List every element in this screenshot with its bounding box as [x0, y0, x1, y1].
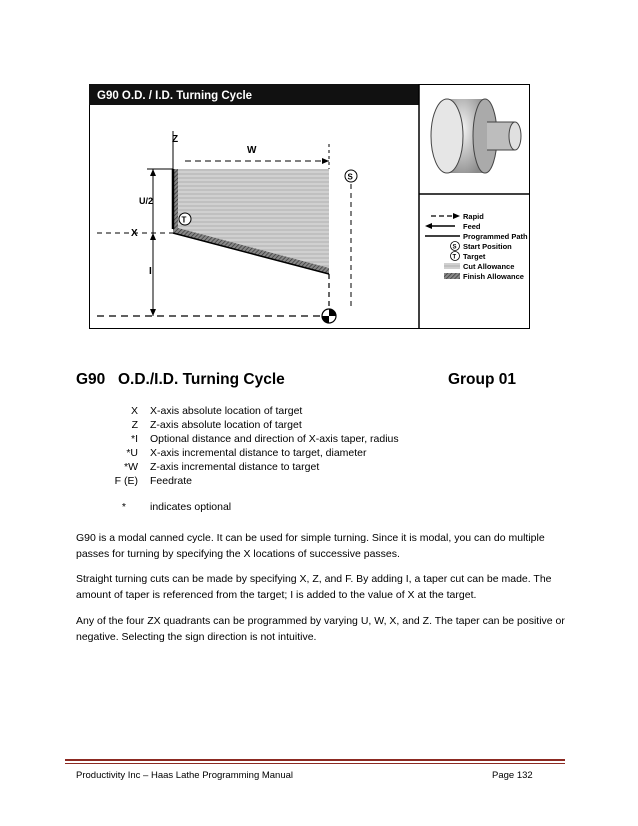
x-label: X	[131, 228, 138, 239]
figure-header-text: G90 O.D. / I.D. Turning Cycle	[97, 90, 253, 102]
paragraph-2: Straight turning cuts can be made by specifying X, Z, and F. By adding I, a taper cut can be made. The amount of taper is referenced from the target; I is added to the value of X at the target.	[76, 573, 552, 601]
param-desc: X-axis incremental distance to target, diameter	[150, 447, 367, 459]
paragraph-1: G90 is a modal canned cycle. It can be used for simple turning. Since it is modal, you can do multiple passes for turning by specifying the X locations of successive passes.	[76, 532, 545, 560]
u2-label: U/2	[139, 196, 154, 206]
page-number: Page 132	[492, 770, 533, 781]
i-label: I	[149, 266, 152, 277]
legend-start-position: Start Position	[463, 242, 512, 251]
heading-title: O.D./I.D. Turning Cycle	[118, 371, 285, 388]
footer-rule	[65, 759, 565, 761]
footer-left: Productivity Inc – Haas Lathe Programming Manual	[76, 770, 294, 781]
legend-start-symbol: S	[452, 244, 457, 251]
param-key: F (E)	[114, 475, 138, 487]
param-desc: indicates optional	[150, 501, 232, 513]
g90-figure	[89, 84, 530, 329]
machine-zero-icon	[322, 309, 336, 323]
legend-programmed-path: Programmed Path	[463, 232, 528, 241]
param-key: *	[121, 501, 126, 513]
param-desc: Feedrate	[150, 475, 193, 487]
legend-target: Target	[463, 252, 486, 261]
param-desc: X-axis absolute location of target	[150, 405, 303, 417]
paragraph-3: Any of the four ZX quadrants can be programmed by varying U, W, X, and Z. The taper can be positive or negative. Selecting the sign direction is not intuitive.	[76, 615, 565, 643]
param-key: X	[130, 405, 138, 417]
param-key: *W	[124, 461, 138, 473]
legend-feed: Feed	[463, 222, 481, 231]
heading-code: G90	[76, 371, 106, 388]
param-key: *I	[130, 433, 138, 445]
param-desc: Z-axis incremental distance to target	[150, 461, 320, 473]
target-marker-letter: T	[181, 215, 187, 225]
param-desc: Optional distance and direction of X-axis taper, radius	[150, 433, 399, 445]
legend-cut-allowance: Cut Allowance	[463, 262, 515, 271]
legend-rapid: Rapid	[463, 212, 484, 221]
param-desc: Z-axis absolute location of target	[150, 419, 302, 431]
z-label: Z	[172, 134, 179, 145]
param-key: *U	[126, 447, 138, 459]
legend-target-symbol: T	[452, 254, 457, 261]
w-label: W	[247, 145, 257, 156]
param-key: Z	[131, 419, 138, 431]
legend-finish-allowance: Finish Allowance	[463, 272, 524, 281]
start-marker-letter: S	[347, 172, 353, 182]
footer-rule-thin	[65, 763, 565, 764]
heading-group: Group 01	[447, 371, 516, 388]
